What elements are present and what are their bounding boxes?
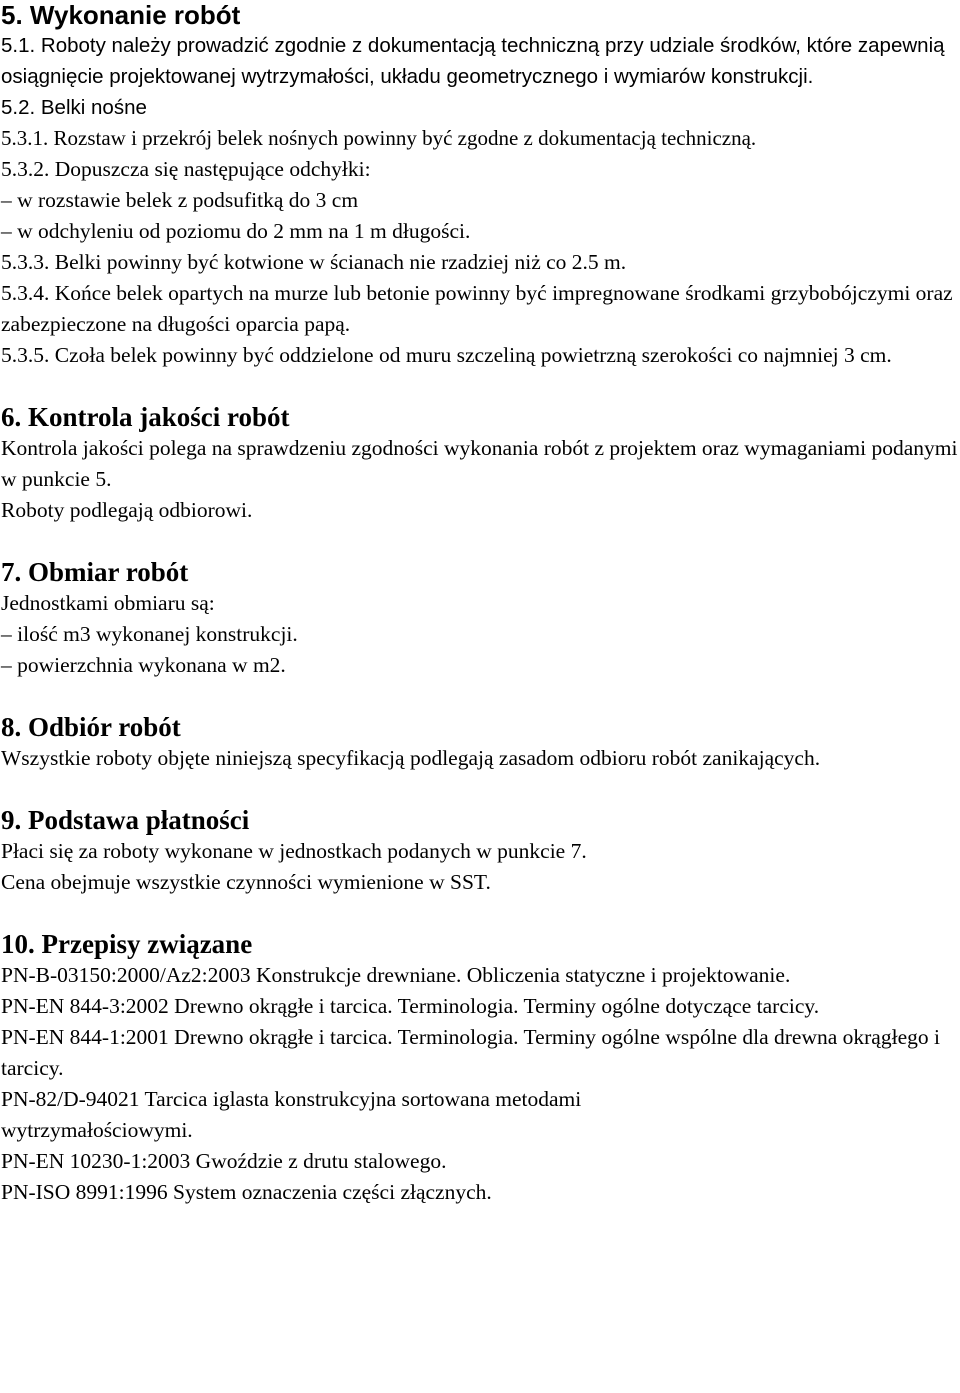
section-6 xyxy=(1,402,959,526)
section-9-paragraph-2: Cena obejmuje wszystkie czynności wymienione w SST. xyxy=(1,870,491,894)
paragraph-5-3-1: 5.3.1. Rozstaw i przekrój belek nośnych powinny być zgodne z dokumentacją techniczną. xyxy=(1,126,757,150)
section-7-paragraph-1: Jednostkami obmiaru są: xyxy=(1,591,215,615)
reference-item: PN-EN 844-1:2001 Drewno okrągłe i tarcica. Terminologia. Terminy ogólne wspólne dla drewna okrągłego i tarcicy. xyxy=(1,1025,940,1080)
document-page xyxy=(1,0,959,1208)
section-7-list-item-1: – ilość m3 wykonanej konstrukcji. xyxy=(1,622,298,646)
section-8-heading: 8. Odbiór robót xyxy=(1,712,181,742)
section-10 xyxy=(1,929,959,1208)
spacer xyxy=(1,526,959,557)
section-5-heading: 5. Wykonanie robót xyxy=(1,0,241,30)
spacer xyxy=(1,371,959,402)
spacer xyxy=(1,898,959,929)
reference-item: PN-EN 10230-1:2003 Gwoździe z drutu stalowego. xyxy=(1,1149,447,1173)
paragraph-5-3-4: 5.3.4. Końce belek opartych na murze lub betonie powinny być impregnowane środkami grzybobójczymi oraz zabezpieczone na długości oparcia papą. xyxy=(1,281,953,336)
section-6-paragraph-1: Kontrola jakości polega na sprawdzeniu zgodności wykonania robót z projektem oraz wymaganiami podanymi w punkcie 5. xyxy=(1,436,958,491)
reference-item: PN-ISO 8991:1996 System oznaczenia części złącznych. xyxy=(1,1180,492,1204)
reference-item: PN-B-03150:2000/Az2:2003 Konstrukcje drewniane. Obliczenia statyczne i projektowanie. xyxy=(1,963,791,987)
reference-item: PN-EN 844-3:2002 Drewno okrągłe i tarcica. Terminologia. Terminy ogólne dotyczące tarcicy. xyxy=(1,994,820,1018)
spacer xyxy=(1,774,959,805)
paragraph-5-3-3: 5.3.3. Belki powinny być kotwione w ścianach nie rzadziej niż co 2.5 m. xyxy=(1,250,627,274)
section-9-paragraph-1: Płaci się za roboty wykonane w jednostkach podanych w punkcie 7. xyxy=(1,839,587,863)
section-6-heading: 6. Kontrola jakości robót xyxy=(1,402,290,432)
paragraph-5-3-5: 5.3.5. Czoła belek powinny być oddzielone od muru szczeliną powietrzną szerokości co najmniej 3 cm. xyxy=(1,343,892,367)
section-9-heading: 9. Podstawa płatności xyxy=(1,805,250,835)
section-5 xyxy=(1,0,959,371)
paragraph-5-3-2: 5.3.2. Dopuszcza się następujące odchyłki: xyxy=(1,157,371,181)
paragraph-5-1: 5.1. Roboty należy prowadzić zgodnie z dokumentacją techniczną przy udziale środków, które zapewnią osiągnięcie projektowanej wytrzymałości, układu geometrycznego i wymiarów konstrukcji. xyxy=(1,34,945,88)
spacer xyxy=(1,681,959,712)
section-8-paragraph-1: Wszystkie roboty objęte niniejszą specyfikacją podlegają zasadom odbioru robót zanikających. xyxy=(1,746,821,770)
section-7-list-item-2: – powierzchnia wykonana w m2. xyxy=(1,653,286,677)
section-10-heading: 10. Przepisy związane xyxy=(1,929,253,959)
section-7 xyxy=(1,557,959,681)
section-9 xyxy=(1,805,959,898)
list-item-dash-2: – w odchyleniu od poziomu do 2 mm na 1 m długości. xyxy=(1,219,471,243)
section-7-heading: 7. Obmiar robót xyxy=(1,557,189,587)
list-item-dash-1: – w rozstawie belek z podsufitką do 3 cm xyxy=(1,188,359,212)
paragraph-5-2: 5.2. Belki nośne xyxy=(1,96,147,119)
reference-item: PN-82/D-94021 Tarcica iglasta konstrukcyjna sortowana metodami wytrzymałościowymi. xyxy=(1,1087,582,1142)
section-6-paragraph-2: Roboty podlegają odbiorowi. xyxy=(1,498,253,522)
section-8 xyxy=(1,712,959,774)
